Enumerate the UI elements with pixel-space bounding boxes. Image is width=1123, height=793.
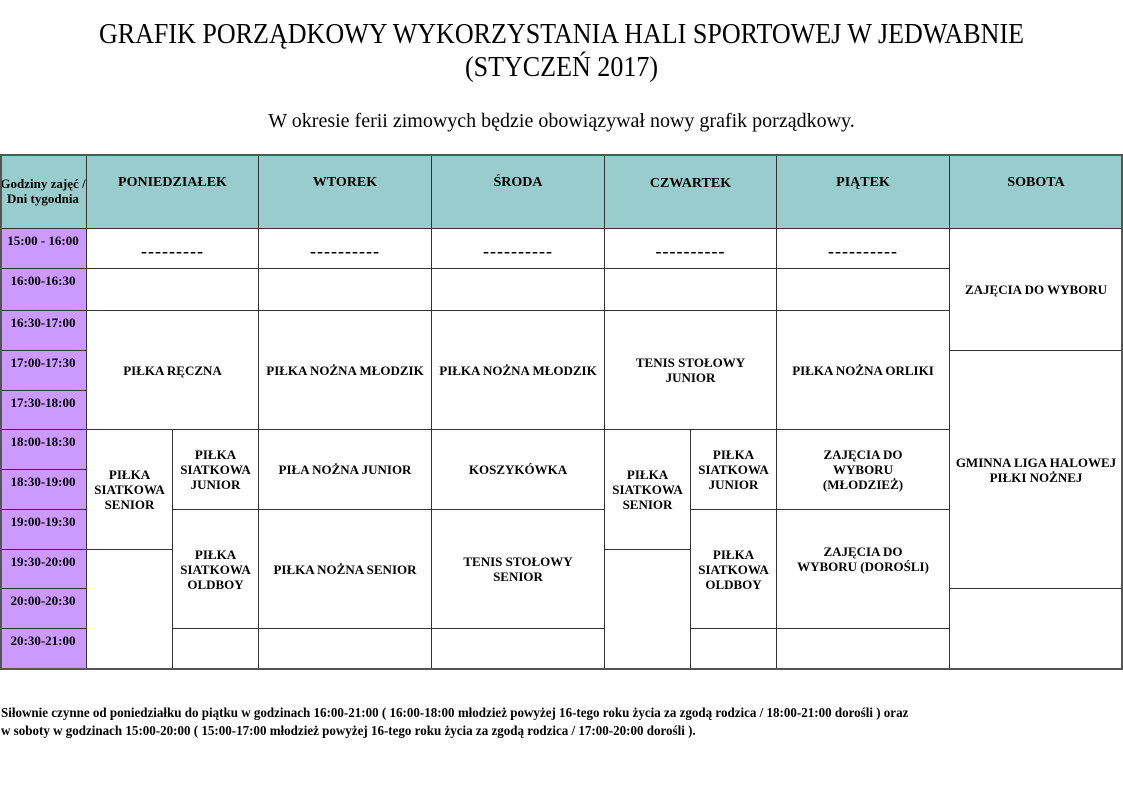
closed-marker: ---------- [605, 229, 777, 269]
time-slot: 15:00 - 16:00 [0, 229, 87, 269]
time-slot: 20:30-21:00 [0, 629, 87, 669]
activity-cell: ZAJĘCIA DO WYBORU (DOROŚLI) [777, 510, 950, 629]
activity-cell: PIŁKA NOŻNA SENIOR [259, 510, 432, 629]
empty-slot [259, 629, 432, 669]
empty-slot [605, 269, 777, 311]
day-header-friday: PIĄTEK [777, 154, 950, 229]
gym-hours-note [1, 705, 1044, 741]
empty-slot [691, 629, 777, 669]
day-header-monday: PONIEDZIAŁEK [87, 154, 259, 229]
empty-slot [777, 269, 950, 311]
empty-slot [87, 269, 259, 311]
empty-slot [259, 269, 432, 311]
activity-cell: PIŁKA RĘCZNA [87, 311, 259, 430]
subtitle: W okresie ferii zimowych będzie obowiązywał nowy grafik porządkowy. [268, 110, 855, 132]
activity-cell: PIŁKA NOŻNA ORLIKI [777, 311, 950, 430]
day-header-thursday: CZWARTEK [605, 154, 777, 229]
document-title [39, 18, 1083, 84]
activity-cell: PIŁKA SIATKOWA SENIOR [87, 430, 173, 550]
closed-marker: --------- [87, 229, 259, 269]
gym-hours-line-1: Siłownie czynne od poniedziałku do piątku w godzinach 16:00-21:00 ( 16:00-18:00 młodzież powyżej 16-tego roku życia za zgodą rodzica / 18:00-21:00 dorośli ) oraz [1, 706, 909, 721]
closed-marker: ---------- [259, 229, 432, 269]
empty-slot [950, 589, 1123, 669]
activity-cell: PIŁKA SIATKOWA SENIOR [605, 430, 691, 550]
empty-slot [87, 550, 173, 669]
day-header-saturday: SOBOTA [950, 154, 1123, 229]
time-slot: 19:00-19:30 [0, 510, 87, 550]
activity-cell: KOSZYKÓWKA [432, 430, 605, 510]
activity-cell: PIŁKA NOŻNA MŁODZIK [432, 311, 605, 430]
time-slot: 19:30-20:00 [0, 550, 87, 589]
activity-cell: PIŁKA SIATKOWA OLDBOY [173, 510, 259, 629]
empty-slot [173, 629, 259, 669]
day-header-wednesday: ŚRODA [432, 154, 605, 229]
activity-cell: PIŁKA NOŻNA MŁODZIK [259, 311, 432, 430]
activity-cell: TENIS STOŁOWY SENIOR [432, 510, 605, 629]
closed-marker: ---------- [777, 229, 950, 269]
activity-cell: ZAJĘCIA DO WYBORU [950, 229, 1123, 351]
activity-cell: PIŁKA SIATKOWA JUNIOR [691, 430, 777, 510]
time-slot: 18:00-18:30 [0, 430, 87, 470]
corner-header: Godziny zajęć / Dni tygodnia [0, 154, 87, 229]
activity-cell: PIŁA NOŻNA JUNIOR [259, 430, 432, 510]
gym-hours-line-2: w soboty w godzinach 15:00-20:00 ( 15:00-17:00 młodzież powyżej 16-tego roku życia za zgodą rodzica / 17:00-20:00 dorośli ). [1, 724, 696, 739]
time-slot: 17:00-17:30 [0, 351, 87, 391]
time-slot: 20:00-20:30 [0, 589, 87, 629]
time-slot: 16:00-16:30 [0, 269, 87, 311]
activity-cell: PIŁKA SIATKOWA JUNIOR [173, 430, 259, 510]
closed-marker: ---------- [432, 229, 605, 269]
schedule-table [0, 154, 1123, 669]
time-slot: 16:30-17:00 [0, 311, 87, 351]
day-header-tuesday: WTOREK [259, 154, 432, 229]
empty-slot [432, 629, 605, 669]
activity-cell: TENIS STOŁOWY JUNIOR [605, 311, 777, 430]
empty-slot [777, 629, 950, 669]
time-slot: 18:30-19:00 [0, 470, 87, 510]
empty-slot [432, 269, 605, 311]
title-line-2: (STYCZEŃ 2017) [464, 52, 659, 83]
empty-slot [605, 550, 691, 669]
title-line-1: GRAFIK PORZĄDKOWY WYKORZYSTANIA HALI SPORTOWEJ W JEDWABNIE [98, 19, 1025, 50]
time-slot: 17:30-18:00 [0, 391, 87, 430]
activity-cell: ZAJĘCIA DO WYBORU (MŁODZIEŻ) [777, 430, 950, 510]
activity-cell: PIŁKA SIATKOWA OLDBOY [691, 510, 777, 629]
activity-cell: GMINNA LIGA HALOWEJ PIŁKI NOŻNEJ [950, 351, 1123, 589]
